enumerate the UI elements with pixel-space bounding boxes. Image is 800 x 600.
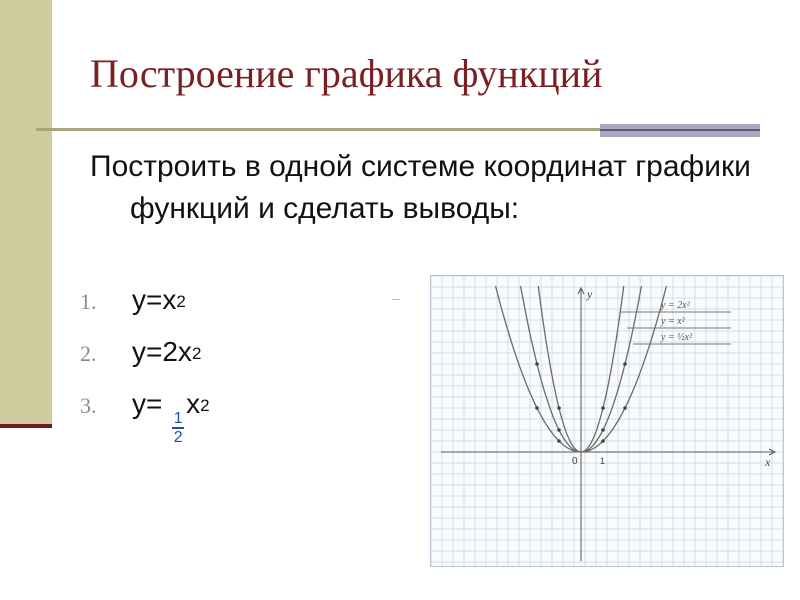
parabola-point [535,406,539,410]
tick-label: 1 [600,456,606,466]
stray-mark [392,299,400,300]
parabola-point [535,362,539,366]
parabola-point [557,428,561,432]
parabola-graph [431,276,783,566]
parabola-point [601,439,605,443]
formula-text: y=2x [132,336,192,367]
formula-exponent: 2 [176,292,186,311]
title-rule [36,128,602,131]
x-axis-label: x [765,455,771,469]
parabola-point [623,406,627,410]
function-list [80,284,210,446]
list-item [80,388,210,446]
side-decoration-bar [0,0,52,427]
slide-title: Построение графика функций [90,51,603,96]
parabola-point [601,428,605,432]
parabola-point [557,406,561,410]
graph-image [430,275,784,567]
formula-text: x [186,388,201,419]
side-decoration-line [0,424,52,428]
formula-2 [132,336,201,368]
list-item [80,336,210,388]
formula-exponent: 2 [191,344,202,363]
y-axis-label: y [587,287,593,301]
task-text: Построить в одной системе координат графики функций и сделать выводы: [90,150,751,225]
list-item [80,284,210,336]
list-number: 3. [80,393,97,418]
parabola-point [557,439,561,443]
parabola-point [623,362,627,366]
legend-label: y = ½x² [661,332,693,343]
origin-label: 0 [572,456,578,467]
fraction-numerator: 1 [173,410,183,427]
parabola-point [601,406,605,410]
legend-label: y = 2x² [661,300,690,311]
formula-text: y=x [132,284,177,315]
formula-exponent: 2 [200,396,210,415]
legend-label: y = x² [661,316,685,327]
list-number: 2. [80,341,97,366]
formula-3 [132,388,210,446]
formula-1 [132,284,186,316]
formula-text: y= [132,388,171,419]
list-number: 1. [80,289,97,314]
title-rule-accent [600,124,760,137]
fraction [172,410,184,446]
fraction-denominator: 2 [173,429,183,446]
